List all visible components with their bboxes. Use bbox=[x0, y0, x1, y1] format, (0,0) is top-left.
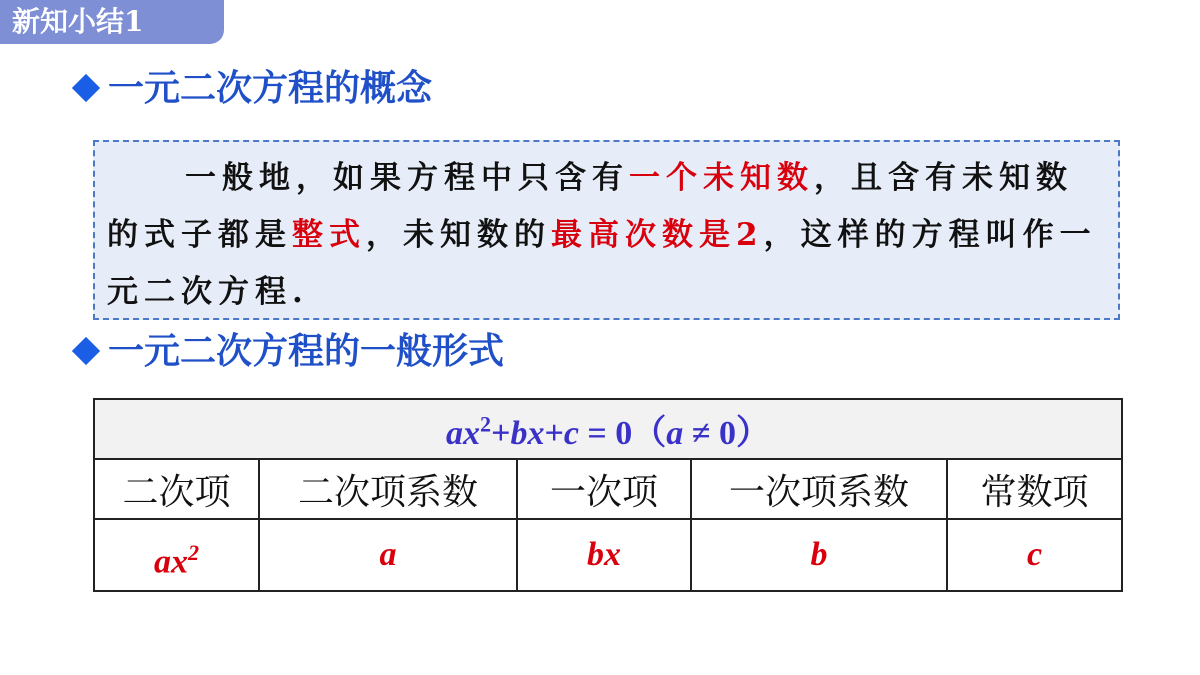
heading-general-form-text: 一元二次方程的一般形式 bbox=[108, 330, 505, 372]
heading-concept-text: 一元二次方程的概念 bbox=[108, 67, 433, 109]
heading-general-form bbox=[70, 326, 504, 376]
definition-highlight-highest-degree: 最高次数是2 bbox=[551, 217, 764, 253]
value-quadratic-coefficient: a bbox=[259, 519, 517, 591]
header-constant-term: 常数项 bbox=[947, 459, 1122, 519]
definition-highlight-one-unknown: 一个未知数 bbox=[629, 160, 814, 196]
definition-text-4: ，这样的方程叫作一元二次方程. bbox=[107, 217, 1097, 310]
definition-text-3: ，未知数的 bbox=[366, 217, 551, 253]
definition-text-2: ，且含有未知数的式子都是 bbox=[107, 160, 1073, 253]
header-quadratic-coefficient: 二次项系数 bbox=[259, 459, 517, 519]
value-constant-term: c bbox=[947, 519, 1122, 591]
diamond-bullet-icon bbox=[72, 74, 100, 102]
general-form-table bbox=[93, 398, 1123, 592]
definition-text-1: 一般地，如果方程中只含有 bbox=[185, 160, 629, 196]
header-linear-coefficient: 一次项系数 bbox=[691, 459, 947, 519]
diamond-bullet-icon bbox=[72, 337, 100, 365]
heading-concept bbox=[70, 63, 432, 113]
value-quadratic-term: $ax^2$ bbox=[94, 519, 259, 591]
header-quadratic-term: 二次项 bbox=[94, 459, 259, 519]
definition-box bbox=[93, 140, 1120, 320]
value-row bbox=[94, 519, 1122, 591]
formula-row bbox=[94, 399, 1122, 459]
definition-highlight-polynomial: 整式 bbox=[292, 217, 366, 253]
section-tag-label: 新知小结1 bbox=[12, 5, 144, 38]
header-linear-term: 一次项 bbox=[517, 459, 691, 519]
value-linear-term: bx bbox=[517, 519, 691, 591]
header-row bbox=[94, 459, 1122, 519]
value-linear-coefficient: b bbox=[691, 519, 947, 591]
section-tag bbox=[0, 0, 224, 44]
general-form-formula: $ax^2+bx+c = 0(a \ne 0)$ bbox=[94, 399, 1122, 459]
